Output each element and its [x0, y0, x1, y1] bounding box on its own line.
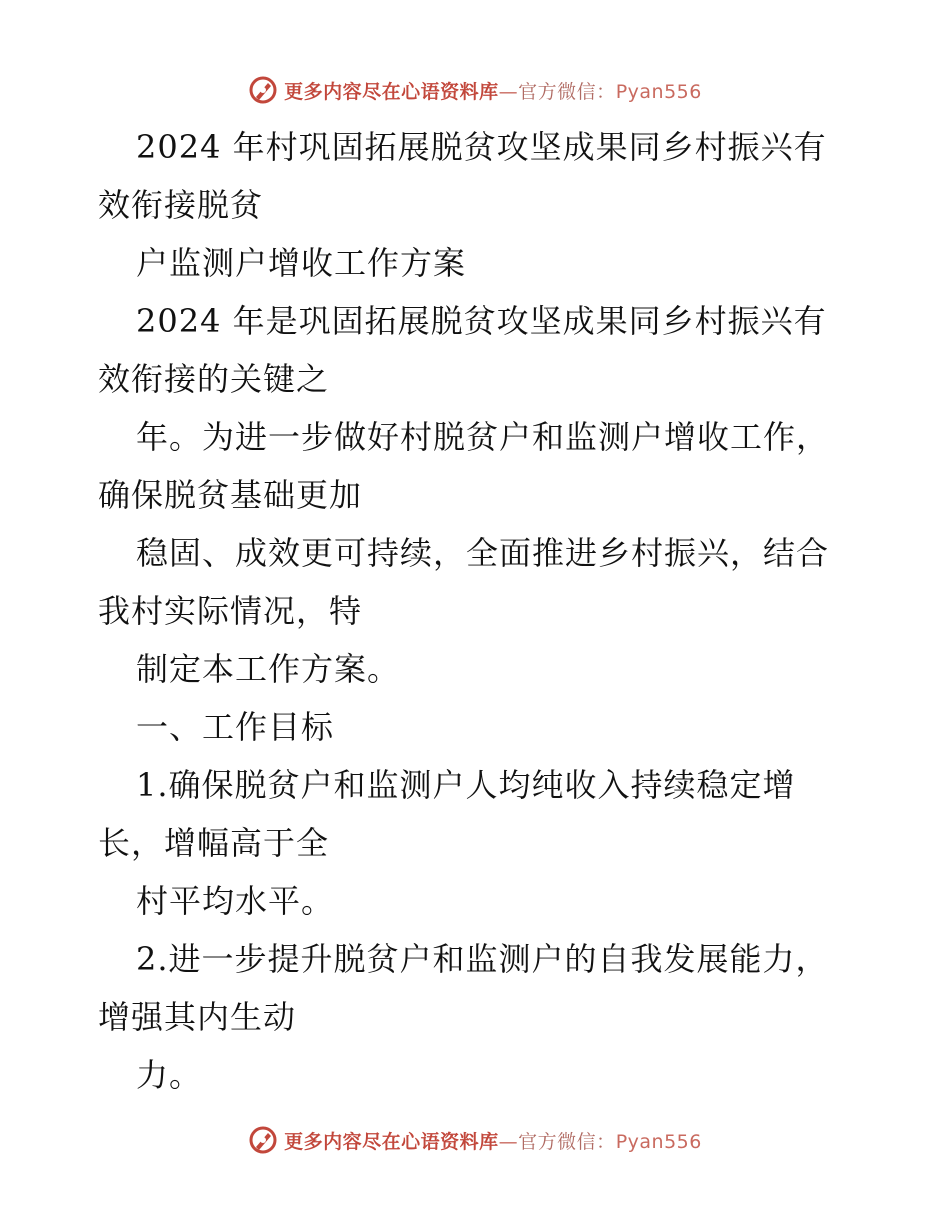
text-line: 1.确保脱贫户和监测户人均纯收入持续稳定增	[136, 766, 796, 804]
text-line: 长，增幅高于全	[98, 824, 330, 862]
text-line: 2024 年村巩固拓展脱贫攻坚成果同乡村振兴有	[136, 128, 827, 166]
text-line: 稳固、成效更可持续，全面推进乡村振兴，结合	[136, 534, 830, 572]
document-body	[98, 118, 898, 1104]
header-banner	[0, 70, 950, 110]
text-line: 确保脱贫基础更加	[98, 476, 363, 514]
text-line: 户监测户增收工作方案	[136, 244, 467, 282]
text-line: 制定本工作方案。	[136, 650, 401, 688]
logo-icon	[248, 1125, 278, 1155]
text-line: 村平均水平。	[136, 882, 335, 920]
text-line: 我村实际情况，特	[98, 592, 363, 630]
text-line: 增强其内生动	[98, 998, 297, 1036]
logo-icon	[248, 75, 278, 105]
text-line: 2024 年是巩固拓展脱贫攻坚成果同乡村振兴有	[136, 302, 827, 340]
footer-banner-text: 更多内容尽在心语资料库—官方微信：Pyan556	[284, 1130, 702, 1153]
header-banner-text: 更多内容尽在心语资料库—官方微信：Pyan556	[284, 80, 702, 103]
text-line: 效衔接的关键之	[98, 360, 330, 398]
text-line: 2.进一步提升脱贫户和监测户的自我发展能力，	[136, 940, 829, 978]
text-line: 力。	[136, 1056, 203, 1094]
text-line: 效衔接脱贫	[98, 186, 264, 224]
footer-banner	[0, 1120, 950, 1160]
text-line: 年。为进一步做好村脱贫户和监测户增收工作，	[136, 418, 830, 456]
text-line: 一、工作目标	[136, 708, 335, 746]
